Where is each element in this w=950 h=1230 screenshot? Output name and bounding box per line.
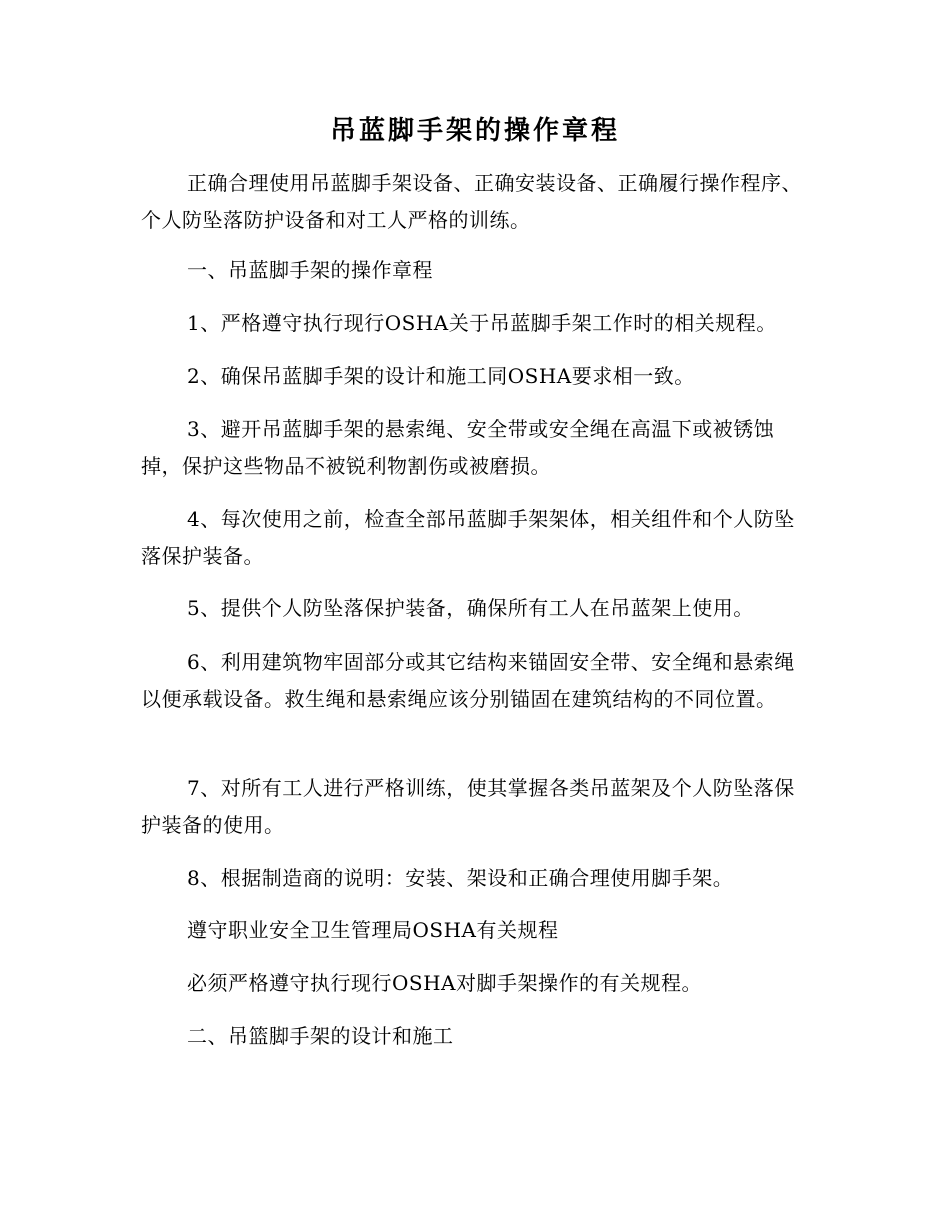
paragraph-item-8: 8、根据制造商的说明：安装、架设和正确合理使用脚手架。 <box>187 866 734 890</box>
paragraph-item-4: 4、每次使用之前，检查全部吊蓝脚手架架体，相关组件和个人防坠落保护装备。 <box>141 507 795 568</box>
paragraph-item-7: 7、对所有工人进行严格训练，使其掌握各类吊蓝架及个人防坠落保护装备的使用。 <box>141 776 795 837</box>
paragraph-item-3: 3、避开吊蓝脚手架的悬索绳、安全带或安全绳在高温下或被锈蚀掉，保护这些物品不被锐利物割伤或被磨损。 <box>141 417 775 478</box>
paragraph-osha-heading: 遵守职业安全卫生管理局OSHA有关规程 <box>187 918 559 942</box>
section-heading-2: 二、吊篮脚手架的设计和施工 <box>187 1024 454 1048</box>
document-title: 吊蓝脚手架的操作章程 <box>329 116 620 146</box>
paragraph-intro: 正确合理使用吊蓝脚手架设备、正确安装设备、正确履行操作程序、个人防坠落防护设备和对工人严格的训练。 <box>141 171 802 232</box>
paragraph-item-2: 2、确保吊蓝脚手架的设计和施工同OSHA要求相一致。 <box>187 364 695 388</box>
paragraph-item-1: 1、严格遵守执行现行OSHA关于吊蓝脚手架工作时的相关规程。 <box>187 311 777 335</box>
paragraph-item-6: 6、利用建筑物牢固部分或其它结构来锚固安全带、安全绳和悬索绳以便承载设备。救生绳和悬索绳应该分别锚固在建筑结构的不同位置。 <box>141 650 795 711</box>
paragraph-item-5: 5、提供个人防坠落保护装备，确保所有工人在吊蓝架上使用。 <box>187 596 754 620</box>
paragraph-osha-text: 必须严格遵守执行现行OSHA对脚手架操作的有关规程。 <box>187 971 702 995</box>
section-heading-1: 一、吊蓝脚手架的操作章程 <box>187 258 433 282</box>
